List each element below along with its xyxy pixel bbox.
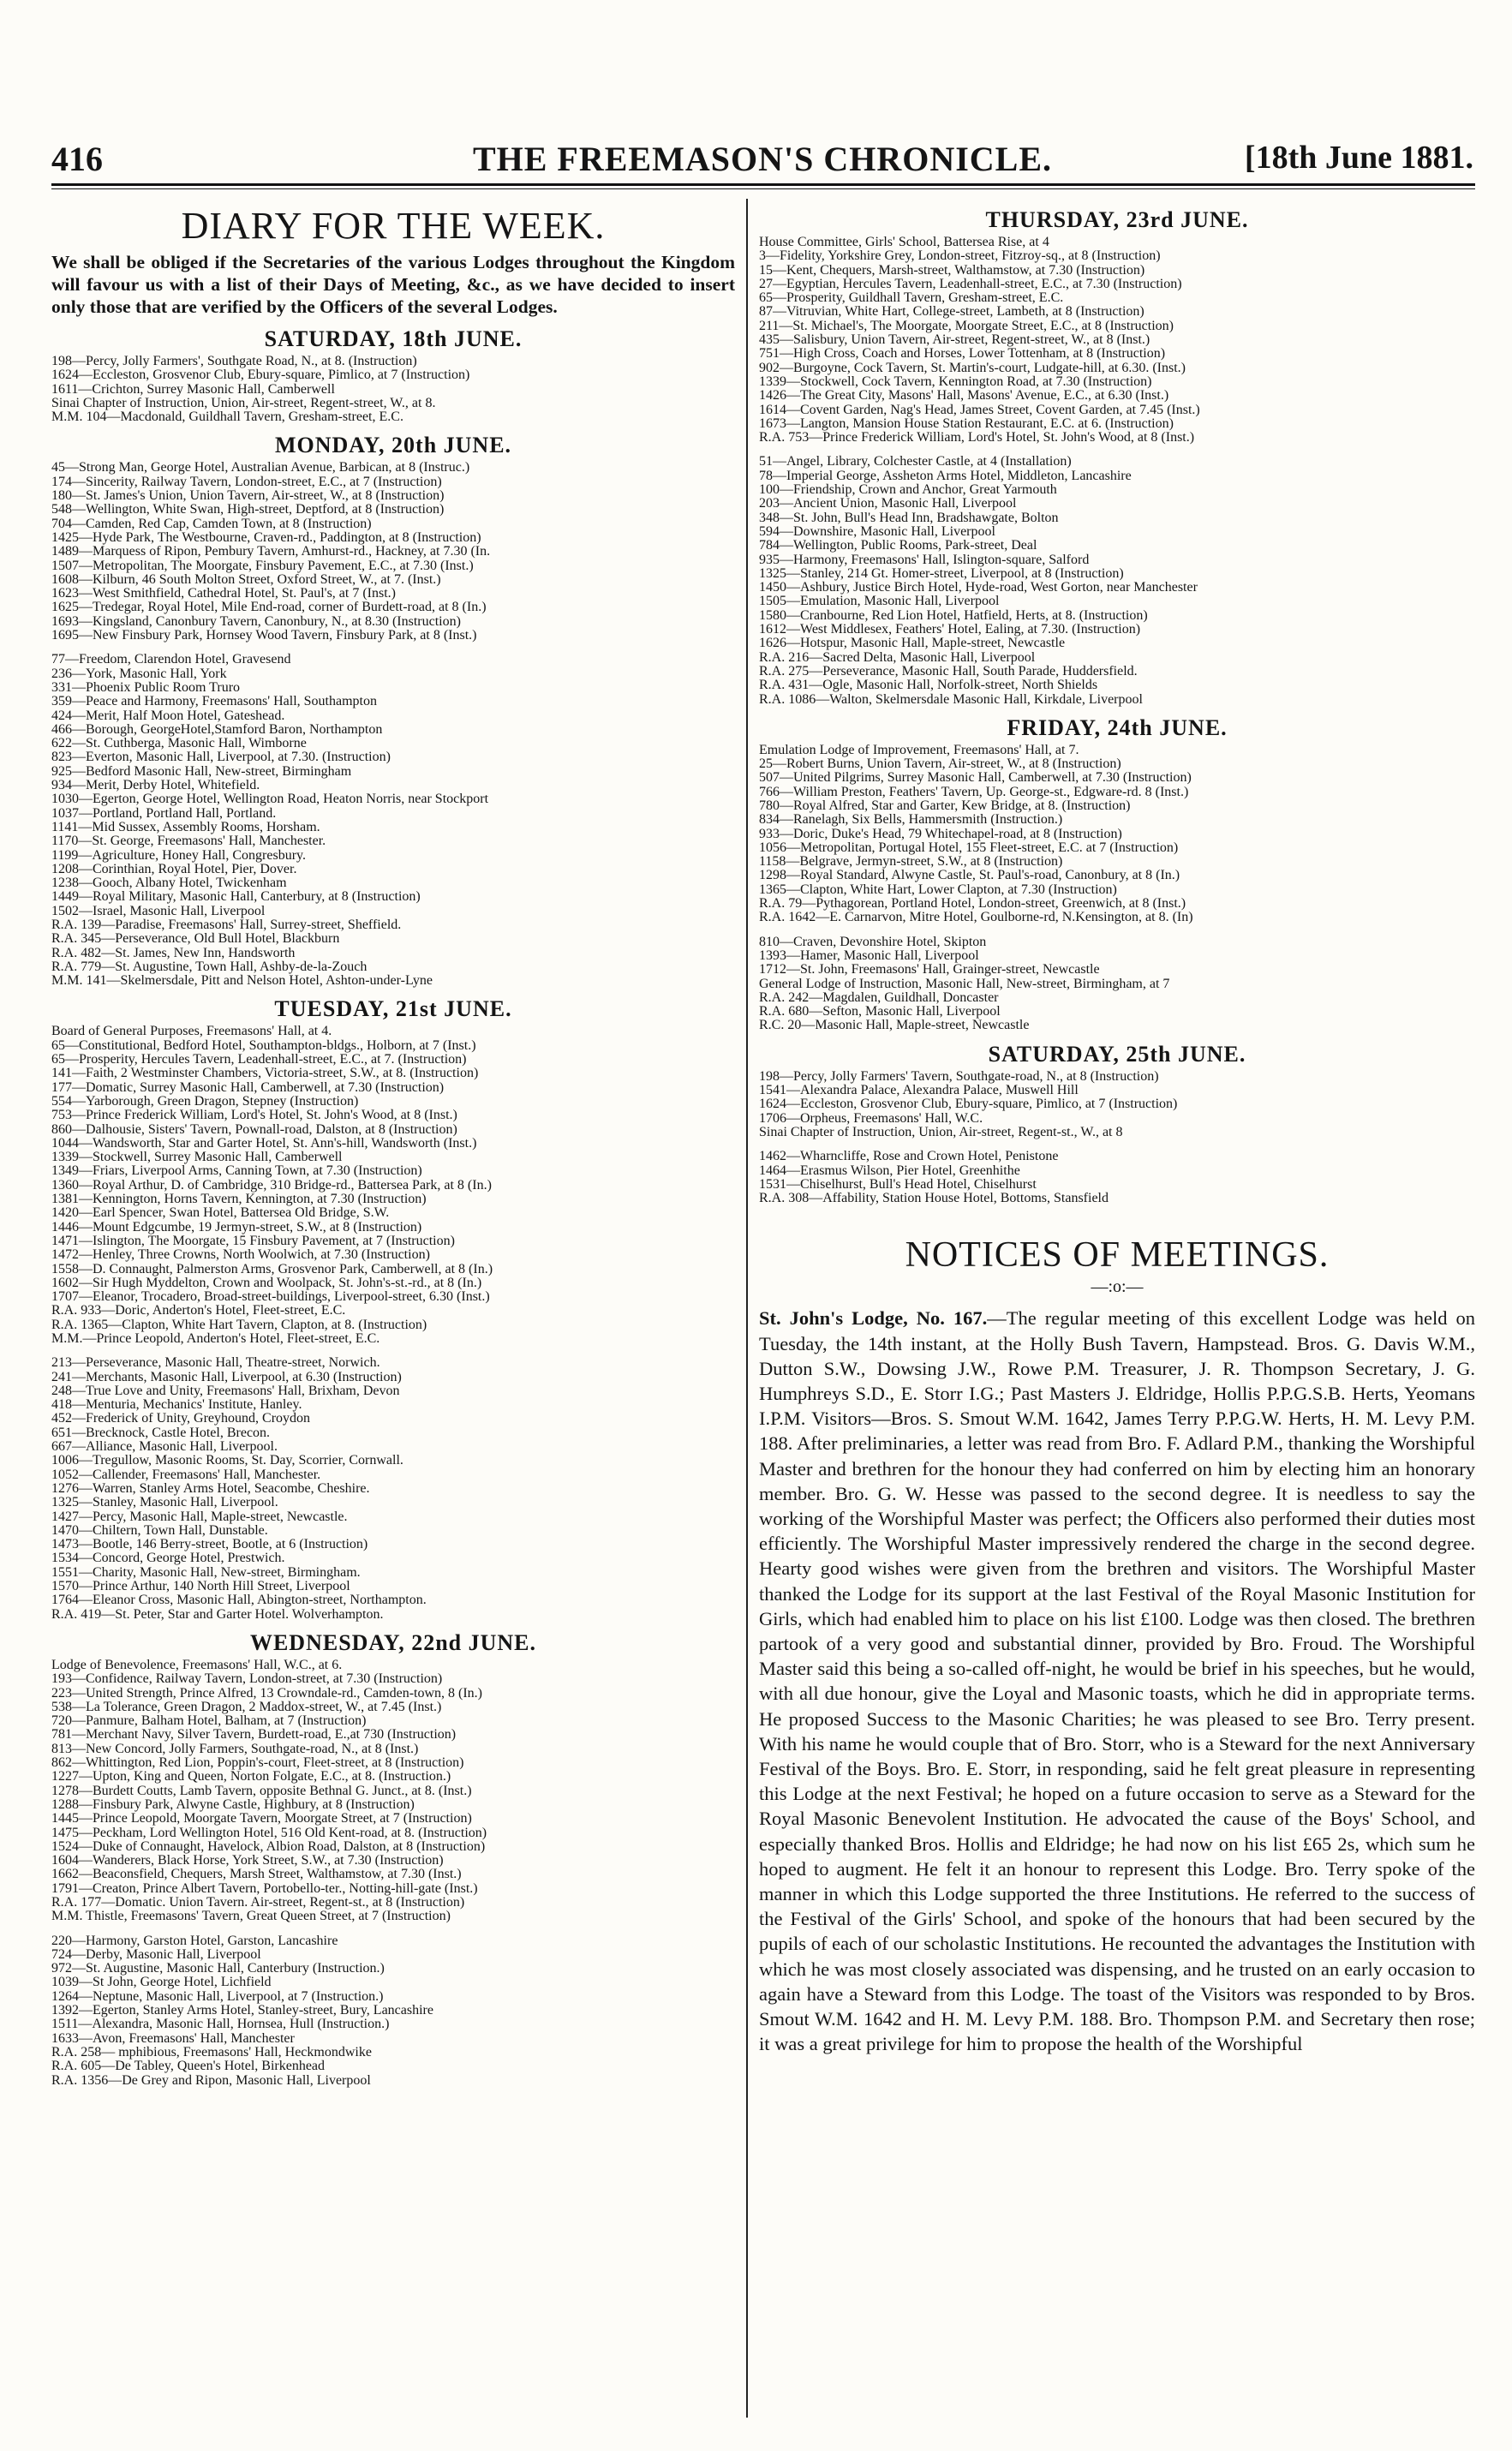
lodge-entry: R.A. 1086—Walton, Skelmersdale Masonic Hall, Kirkdale, Liverpool [759,691,1143,707]
lodge-entry: 1662—Beaconsfield, Chequers, Marsh Street, Walthamstow, at 7.30 (Inst.) [51,1867,462,1882]
lodge-entry: 424—Merit, Half Moon Hotel, Gateshead. [51,708,285,723]
lodge-entry: 141—Faith, 2 Westminster Chambers, Victoria-street, S.W., at 8. (Instruction) [51,1066,479,1081]
lodge-entry: 1420—Earl Spencer, Swan Hotel, Battersea Old Bridge, S.W. [51,1205,390,1221]
lodge-entry: 1030—Egerton, George Hotel, Wellington Road, Heaton Norris, near Stockport [51,792,489,807]
lodge-entry: 720—Panmure, Balham Hotel, Balham, at 7 (Instruction) [51,1713,367,1729]
lodge-entry: 925—Bedford Masonic Hall, New-street, Birmingham [51,763,352,779]
lodge-entry: 860—Dalhousie, Sisters' Tavern, Pownall-road, Dalston, at 8 (Instruction) [51,1121,457,1137]
lodge-entry: 810—Craven, Devonshire Hotel, Skipton [759,934,987,949]
day-section-monday-20 [51,433,735,988]
lodge-entry: 1446—Mount Edgcumbe, 19 Jermyn-street, S.W., at 8 (Instruction) [51,1219,422,1234]
lodge-entry: 1611—Crichton, Surrey Masonic Hall, Camberwell [51,381,335,397]
lodge-entry: 622—St. Cuthberga, Masonic Hall, Wimborne [51,736,307,751]
lodge-entry: 198—Percy, Jolly Farmers' Tavern, Southgate-road, N., at 8 (Instruction) [759,1068,1159,1084]
lodge-entry: 1608—Kilburn, 46 South Molton Street, Oxford Street, W., at 7. (Inst.) [51,571,441,587]
lodge-entry: 667—Alliance, Masonic Hall, Liverpool. [51,1439,278,1455]
lodge-entry: 65—Prosperity, Guildhall Tavern, Gresham-street, E.C. [759,290,1064,306]
right-column [759,199,1475,2418]
lodge-entry: 1541—Alexandra Palace, Alexandra Palace, Muswell Hill [759,1083,1079,1098]
lodge-entry: 1505—Emulation, Masonic Hall, Liverpool [759,594,1000,609]
lodge-entry: 1208—Corinthian, Royal Hotel, Pier, Dover. [51,861,297,876]
lodge-entry: 1037—Portland, Portland Hall, Portland. [51,805,277,821]
lodge-entry: 198—Percy, Jolly Farmers', Southgate Road, N., at 8. (Instruction) [51,354,417,368]
lodge-entry: 359—Peace and Harmony, Freemasons' Hall, Southampton [51,694,377,709]
lodge-entry: 1425—Hyde Park, The Westbourne, Craven-rd., Paddington, at 8 (Instruction) [51,529,481,545]
lodge-entry: 1706—Orpheus, Freemasons' Hall, W.C. [759,1110,983,1126]
header-rule-thin [51,188,1475,189]
lodge-entry: 1278—Burdett Coutts, Lamb Tavern, opposite Bethnal G. Junct., at 8. (Inst.) [51,1783,472,1798]
lodge-entry: 87—Vitruvian, White Hart, College-street, Lambeth, at 8 (Instruction) [759,304,1144,320]
lodge-entry: General Lodge of Instruction, Masonic Hall, New-street, Birmingham, at 7 [759,976,1170,991]
lodge-entry: 1393—Hamer, Masonic Hall, Liverpool [759,948,979,963]
lodge-entry: 1693—Kingsland, Canonbury Tavern, Canonbury, N., at 8.30 (Instruction) [51,613,461,629]
lodge-entry: 1462—Wharncliffe, Rose and Crown Hotel, Penistone [759,1149,1059,1164]
lodge-entry: 1623—West Smithfield, Cathedral Hotel, St. Paul's, at 7 (Inst.) [51,586,396,601]
lodge-entry: R.A. 933—Doric, Anderton's Hotel, Fleet-street, E.C. [51,1303,346,1318]
lodge-entry: 935—Harmony, Freemasons' Hall, Islington-square, Salford [759,552,1090,567]
lodge-entry: 78—Imperial George, Assheton Arms Hotel, Middleton, Lancashire [759,468,1132,483]
lodge-entry: 1365—Clapton, White Hart, Lower Clapton, at 7.30 (Instruction) [759,882,1117,897]
day-section-wednesday-22 [51,1630,735,2088]
lodge-entry: R.A. 419—St. Peter, Star and Garter Hotel. Wolverhampton. [51,1606,384,1622]
lodge-entry: 1604—Wanderers, Black Horse, York Street, S.W., at 7.30 (Instruction) [51,1853,444,1868]
lodge-entry: R.A. 482—St. James, New Inn, Handsworth [51,945,296,960]
lodge-entry: 651—Brecknock, Castle Hotel, Brecon. [51,1425,271,1440]
lodge-entry: Emulation Lodge of Improvement, Freemasons' Hall, at 7. [759,742,1079,757]
lodge-entry: 1158—Belgrave, Jermyn-street, S.W., at 8 (Instruction) [759,854,1063,870]
lodge-entry: 972—St. Augustine, Masonic Hall, Canterbury (Instruction.) [51,1961,385,1976]
lodge-entry: 1298—Royal Standard, Alwyne Castle, St. Paul's-road, Canonbury, at 8 (In.) [759,868,1180,883]
lodge-entry: 1238—Gooch, Albany Hotel, Twickenham [51,876,287,891]
day-heading: SATURDAY, 18th JUNE. [264,326,523,351]
lodge-entry: 1470—Chiltern, Town Hall, Dunstable. [51,1522,268,1538]
lodge-entry: R.A. 1365—Clapton, White Hart Tavern, Clapton, at 8. (Instruction) [51,1317,427,1332]
lodge-entry: 1472—Henley, Three Crowns, North Woolwich, at 7.30 (Instruction) [51,1247,430,1263]
lodge-entry: 1580—Cranbourne, Red Lion Hotel, Hatfield, Herts, at 8. (Instruction) [759,607,1148,623]
lodge-entry: R.A. 431—Ogle, Masonic Hall, Norfolk-street, North Shields [759,678,1098,693]
lodge-entry: 435—Salisbury, Union Tavern, Air-street, Regent-street, W., at 8 (Inst.) [759,332,1150,348]
lodge-entry: 45—Strong Man, George Hotel, Australian Avenue, Barbican, at 8 (Instruc.) [51,460,470,475]
lodge-entry: 554—Yarborough, Green Dragon, Stepney (Instruction) [51,1093,359,1109]
lodge-entry: 1531—Chiselhurst, Bull's Head Hotel, Chiselhurst [759,1176,1037,1192]
lodge-entry: 1006—Tregullow, Masonic Rooms, St. Day, Scorrier, Cornwall. [51,1453,403,1468]
lodge-entry: 1199—Agriculture, Honey Hall, Congresbury. [51,847,306,863]
lodge-entry: 704—Camden, Red Cap, Camden Town, at 8 (Instruction) [51,516,372,531]
newspaper-title: THE FREEMASON'S CHRONICLE. [472,140,1053,178]
lodge-entry: 1471—Islington, The Moorgate, 15 Finsbury Pavement, at 7 (Instruction) [51,1233,455,1248]
lodge-entry: R.A. 139—Paradise, Freemasons' Hall, Surrey-street, Sheffield. [51,917,402,932]
lodge-entry: R.A. 1356—De Grey and Ripon, Masonic Hall, Liverpool [51,2072,371,2088]
lodge-entry: 1612—West Middlesex, Feathers' Hotel, Ealing, at 7.30. (Instruction) [759,622,1141,637]
lodge-entry: 1602—Sir Hugh Myddelton, Crown and Woolpack, St. John's-st.-rd., at 8 (In.) [51,1275,482,1290]
lodge-entry: 27—Egyptian, Hercules Tavern, Leadenhall-street, E.C., at 7.30 (Instruction) [759,276,1182,291]
lodge-entry: 213—Perseverance, Masonic Hall, Theatre-street, Norwich. [51,1355,380,1371]
lodge-entry: 77—Freedom, Clarendon Hotel, Gravesend [51,652,291,667]
notice-lodge-name: St. John's Lodge, No. 167. [759,1307,988,1330]
entry-gap [759,925,1475,936]
left-column [51,199,735,2418]
day-section-tuesday-21 [51,996,735,1621]
lodge-entry: 1502—Israel, Masonic Hall, Liverpool [51,903,266,918]
lodge-entry: 1227—Upton, King and Queen, Norton Folgate, E.C., at 8. (Instruction.) [51,1769,451,1784]
lodge-entry: M.M.—Prince Leopold, Anderton's Hotel, Fleet-street, E.C. [51,1331,380,1346]
lodge-entry: R.A. 779—St. Augustine, Town Hall, Ashby-de-la-Zouch [51,959,368,974]
lodge-entry: 1276—Warren, Stanley Arms Hotel, Seacombe, Cheshire. [51,1480,370,1496]
lodge-entry: 1264—Neptune, Masonic Hall, Liverpool, at 7 (Instruction.) [51,1988,384,2004]
lodge-entry: 1381—Kennington, Horns Tavern, Kennington, at 7.30 (Instruction) [51,1192,427,1207]
lodge-entry: R.A. 308—Affability, Station House Hotel, Bottoms, Stansfield [759,1191,1109,1206]
day-heading: FRIDAY, 24th JUNE. [1007,714,1228,740]
lodge-entry: 1570—Prince Arthur, 140 North Hill Street, Liverpool [51,1579,350,1594]
lodge-entry: 15—Kent, Chequers, Marsh-street, Walthamstow, at 7.30 (Instruction) [759,262,1145,278]
issue-date: [18th June 1881. [1244,140,1473,176]
lodge-entry: 211—St. Michael's, The Moorgate, Moorgate Street, E.C., at 8 (Instruction) [759,318,1174,333]
lodge-entry: M.M. Thistle, Freemasons' Tavern, Great Queen Street, at 7 (Instruction) [51,1909,451,1924]
lodge-entry: 174—Sincerity, Railway Tavern, London-street, E.C., at 7 (Instruction) [51,474,442,489]
lodge-entry: 834—Ranelagh, Six Bells, Hammersmith (Instruction.) [759,812,1063,828]
lodge-entry: 1473—Bootle, 146 Berry-street, Bootle, at 6 (Instruction) [51,1537,368,1552]
lodge-entry: 193—Confidence, Railway Tavern, London-street, at 7.30 (Instruction) [51,1671,443,1687]
lodge-entry: 753—Prince Frederick William, Lord's Hotel, St. John's Wood, at 8 (Inst.) [51,1108,457,1123]
diary-title: DIARY FOR THE WEEK. [181,205,606,247]
lodge-entry: 1339—Stockwell, Cock Tavern, Kennington Road, at 7.30 (Instruction) [759,374,1152,389]
lodge-entry: 1712—St. John, Freemasons' Hall, Grainger-street, Newcastle [759,962,1100,977]
lodge-entry: 1325—Stanley, Masonic Hall, Liverpool. [51,1495,278,1510]
lodge-entry: 1445—Prince Leopold, Moorgate Tavern, Moorgate Street, at 7 (Instruction) [51,1811,472,1826]
lodge-entry: 1673—Langton, Mansion House Station Restaurant, E.C. at 6. (Instruction) [759,415,1174,431]
lodge-entry: 1633—Avon, Freemasons' Hall, Manchester [51,2030,295,2046]
lodge-entry: 823—Everton, Masonic Hall, Liverpool, at 7.30. (Instruction) [51,750,391,765]
lodge-entry: 751—High Cross, Coach and Horses, Lower Tottenham, at 8 (Instruction) [759,346,1166,362]
lodge-entry: 1475—Peckham, Lord Wellington Hotel, 516 Old Kent-road, at 8. (Instruction) [51,1825,487,1840]
header-rule [51,183,1475,186]
lodge-entry: R.C. 20—Masonic Hall, Maple-street, Newcastle [759,1018,1030,1033]
lodge-entry: 1339—Stockwell, Surrey Masonic Hall, Camberwell [51,1150,343,1165]
lodge-entry: 1360—Royal Arthur, D. of Cambridge, 310 Bridge-rd., Battersea Park, at 8 (In.) [51,1177,492,1193]
lodge-entry: 1044—Wandsworth, Star and Garter Hotel, St. Ann's-hill, Wandsworth (Inst.) [51,1135,477,1151]
lodge-entry: R.A. 216—Sacred Delta, Masonic Hall, Liverpool [759,649,1036,665]
lodge-entry: 1791—Creaton, Prince Albert Tavern, Portobello-ter., Notting-hill-gate (Inst.) [51,1880,478,1896]
lodge-entry: R.A. 680—Sefton, Masonic Hall, Liverpool [759,1004,1001,1019]
lodge-entry: 594—Downshire, Masonic Hall, Liverpool [759,523,995,539]
lodge-entry: 1534—Concord, George Hotel, Prestwich. [51,1551,285,1566]
lodge-entry: 1325—Stanley, 214 Gt. Homer-street, Liverpool, at 8 (Instruction) [759,565,1124,581]
lodge-entry: 781—Merchant Navy, Silver Tavern, Burdett-road, E.,at 730 (Instruction) [51,1727,457,1743]
lodge-entry: 724—Derby, Masonic Hall, Liverpool [51,1946,261,1962]
lodge-entry: 466—Borough, GeorgeHotel,Stamford Baron, Northampton [51,721,383,737]
lodge-entry: 1426—The Great City, Masons' Hall, Masons' Avenue, E.C., at 6.30 (Inst.) [759,388,1169,404]
lodge-entry: 934—Merit, Derby Hotel, Whitefield. [51,778,260,793]
lodge-entry: 331—Phoenix Public Room Truro [51,679,241,695]
lodge-entry: 25—Robert Burns, Union Tavern, Air-street, W., at 8 (Instruction) [759,756,1121,772]
day-heading: THURSDAY, 23rd JUNE. [985,207,1249,232]
lodge-entry: 65—Constitutional, Bedford Hotel, Southampton-bldgs., Holborn, at 7 (Inst.) [51,1037,476,1053]
diary-intro: We shall be obliged if the Secretaries of the various Lodges throughout the Kingdom will favour us with a list of their Days of Meeting, &c., as we have decided to insert only those that are verified by the Officers of the several Lodges. [51,252,735,317]
lodge-entry: 1626—Hotspur, Masonic Hall, Maple-street, Newcastle [759,636,1066,651]
lodge-entry: 902—Burgoyne, Cock Tavern, St. Martin's-court, Ludgate-hill, at 6.30. (Inst.) [759,360,1186,375]
lodge-entry: 3—Fidelity, Yorkshire Grey, London-street, Fitzroy-sq., at 8 (Instruction) [759,248,1161,264]
lodge-entry: 348—St. John, Bull's Head Inn, Bradshawgate, Bolton [759,510,1059,525]
lodge-entry: 1349—Friars, Liverpool Arms, Canning Town, at 7.30 (Instruction) [51,1163,422,1179]
lodge-entry: 1056—Metropolitan, Portugal Hotel, 155 Fleet-street, E.C. at 7 (Instruction) [759,840,1179,855]
day-section-thursday-23 [759,207,1475,707]
lodge-entry: 65—Prosperity, Hercules Tavern, Leadenhall-street, E.C., at 7. (Instruction) [51,1052,467,1067]
lodge-entry: 177—Domatic, Surrey Masonic Hall, Camberwell, at 7.30 (Instruction) [51,1079,445,1095]
lodge-entry: 100—Friendship, Crown and Anchor, Great Yarmouth [759,482,1057,498]
lodge-entry: 1449—Royal Military, Masonic Hall, Canterbury, at 8 (Instruction) [51,889,421,905]
day-heading: TUESDAY, 21st JUNE. [274,996,512,1022]
day-heading: WEDNESDAY, 22nd JUNE. [249,1629,537,1655]
lodge-entry: 1551—Charity, Masonic Hall, New-street, Birmingham. [51,1564,361,1580]
lodge-entry: 1489—Marquess of Ripon, Pembury Tavern, Amhurst-rd., Hackney, at 7.30 (In. [51,544,491,559]
lodge-entry: 933—Doric, Duke's Head, 79 Whitechapel-road, at 8 (Instruction) [759,826,1122,841]
notices-separator: —:o:— [1091,1277,1144,1297]
lodge-entry: 180—St. James's Union, Union Tavern, Air-street, W., at 8 (Instruction) [51,488,445,504]
lodge-entry: 1427—Percy, Masonic Hall, Maple-street, Newcastle. [51,1509,348,1524]
lodge-entry: 1288—Finsbury Park, Alwyne Castle, Highbury, at 8 (Instruction) [51,1796,415,1812]
lodge-entry: 1511—Alexandra, Masonic Hall, Hornsea, Hull (Instruction.) [51,2017,390,2032]
lodge-entry: 784—Wellington, Public Rooms, Park-street, Deal [759,538,1037,553]
lodge-entry: R.A. 242—Magdalen, Guildhall, Doncaster [759,989,999,1005]
lodge-entry: R.A. 753—Prince Frederick William, Lord's Hotel, St. John's Wood, at 8 (Inst.) [759,430,1195,445]
day-section-friday-24 [759,715,1475,1033]
lodge-entry: 1625—Tredegar, Royal Hotel, Mile End-road, corner of Burdett-road, at 8 (In.) [51,600,487,615]
lodge-entry: 548—Wellington, White Swan, High-street, Deptford, at 8 (Instruction) [51,502,445,517]
lodge-entry: House Committee, Girls' School, Battersea Rise, at 4 [759,235,1049,249]
lodge-entry: M.M. 104—Macdonald, Guildhall Tavern, Gresham-street, E.C. [51,409,403,425]
lodge-entry: 1170—St. George, Freemasons' Hall, Manchester. [51,834,326,849]
lodge-entry: R.A. 1642—E. Carnarvon, Mitre Hotel, Goulborne-rd, N.Kensington, at 8. (In) [759,910,1193,925]
lodge-entry: 1614—Covent Garden, Nag's Head, James Street, Covent Garden, at 7.45 (Inst.) [759,402,1200,417]
lodge-entry: 1624—Eccleston, Grosvenor Club, Ebury-square, Pimlico, at 7 (Instruction) [759,1097,1178,1112]
lodge-entry: 766—William Preston, Feathers' Tavern, Up. George-st., Edgware-rd. 8 (Inst.) [759,784,1189,799]
notice-article [759,1306,1475,2056]
lodge-entry: Lodge of Benevolence, Freemasons' Hall, W.C., at 6. [51,1657,343,1672]
lodge-entry: 1141—Mid Sussex, Assembly Rooms, Horsham. [51,819,320,834]
lodge-entry: Board of General Purposes, Freemasons' Hall, at 4. [51,1024,332,1039]
lodge-entry: 418—Menturia, Mechanics' Institute, Hanley. [51,1397,302,1413]
page-number: 416 [51,140,103,178]
lodge-entry: 507—United Pilgrims, Surrey Masonic Hall, Camberwell, at 7.30 (Instruction) [759,770,1192,786]
lodge-entry: Sinai Chapter of Instruction, Union, Air-street, Regent-street, W., at 8. [51,395,436,410]
lodge-entry: 1558—D. Connaught, Palmerston Arms, Grosvenor Park, Camberwell, at 8 (In.) [51,1261,493,1276]
day-heading: MONDAY, 20th JUNE. [274,433,512,458]
lodge-entry: 1039—St John, George Hotel, Lichfield [51,1975,272,1990]
lodge-entry: 780—Royal Alfred, Star and Garter, Kew Bridge, at 8. (Instruction) [759,798,1131,813]
lodge-entry: 452—Frederick of Unity, Greyhound, Croydon [51,1411,311,1426]
lodge-entry: 1392—Egerton, Stanley Arms Hotel, Stanley-street, Bury, Lancashire [51,2003,433,2018]
day-section-saturday-18 [51,326,735,424]
lodge-entry: 1624—Eccleston, Grosvenor Club, Ebury-square, Pimlico, at 7 (Instruction) [51,368,470,383]
notice-text: —The regular meeting of this excellent Lodge was held on Tuesday, the 14th instant, at the Holly Bush Tavern, Hampstead. Bros. G. Davis W.M., Dutton S.W., Dowsing J.W., Rowe P.M. Treasurer, J. R. Thompson Secretary, J. G. Humphreys S.D., E. Storr I.G.; Past Masters J. Eldridge, Hollis P.P.G.S.B. Herts, Yeomans I.P.M. Visitors—Bros. S. Smout W.M. 1642, James Terry P.P.G.W. Herts, H. M. Levy P.M. 188. After preliminaries, a letter was read from Bro. F. Adlard P.M., thanking the Worshipful Master and brethren for the honour they had conferred on him by electing him an honorary member. Bro. G. W. Hesse was passed to the second degree. It is needless to say the working of the Worshipful Master was perfect; the Officers also performed their duties most efficiently. The Worshipful Master impressively rendered the charge in the second degree. Hearty good wishes were given from the brethren and visitors. The Worshipful Master thanked the Lodge for its support at the last Festival of the Royal Masonic Institution for Girls, which had enabled him to place on his list £100. Lodge was then closed. The brethren partook of a very good and substantial dinner, provided by Bro. Froud. The Worshipful Master said this being a so-called off-night, he would be brief in his speeches, but he would, with all due honour, give the Loyal and Masonic toasts, which he did in appropriate terms. He proposed Success to the Masonic Charities; he was pleased to see Bro. Terry present. With his name he would couple that of Bro. Storr, who is a Steward for the next Anniversary Festival of the Boys. Bro. E. Storr, in responding, said he felt great pleasure in representing this Lodge at the next Festival; he hoped on a future occasion to serve as a Steward for the Royal Masonic Benevolent Institution. He advocated the cause of the Boys' School, and especially thanked Bros. Hollis and Eldridge; he had now on his list £65 2s, which sum he hoped to augment. He felt it an honour to represent this Lodge. Bro. Terry spoke of the manner in which this Lodge supported the three Institutions. He referred to the success of the Festival of the Girls' School, and spoke of the honours that had been secured by the pupils of each of our scholastic Institutions. He recounted the advantages the Institution with which he was most closely associated was dispensing, and he trusted on an early occasion to again have a Steward from this Lodge. The toast of the Visitors was responded to by Bros. Smout W.M. 1642 and H. M. Levy P.M. 188. Bro. Thompson P.M. and Secretary then rose; it was a great privilege for him to propose the health of the Worshipful [759,1307,1475,2055]
day-section-saturday-25 [759,1042,1475,1206]
lodge-entry: M.M. 141—Skelmersdale, Pitt and Nelson Hotel, Ashton-under-Lyne [51,973,433,989]
lodge-entry: 1695—New Finsbury Park, Hornsey Wood Tavern, Finsbury Park, at 8 (Inst.) [51,628,477,643]
lodge-entry: 220—Harmony, Garston Hotel, Garston, Lancashire [51,1933,338,1948]
lodge-entry: 1464—Erasmus Wilson, Pier Hotel, Greenhithe [759,1163,1020,1178]
lodge-entry: R.A. 177—Domatic. Union Tavern. Air-street, Regent-st., at 8 (Instruction) [51,1894,465,1910]
lodge-entry: R.A. 345—Perseverance, Old Bull Hotel, Blackburn [51,931,340,947]
day-heading: SATURDAY, 25th JUNE. [988,1041,1246,1067]
lodge-entry: 203—Ancient Union, Masonic Hall, Liverpool [759,496,1017,511]
lodge-entry: R.A. 258— mphibious, Freemasons' Hall, Heckmondwike [51,2044,372,2059]
masthead [51,139,1473,183]
lodge-entry: R.A. 605—De Tabley, Queen's Hotel, Birkenhead [51,2059,326,2074]
notices-title: NOTICES OF MEETINGS. [905,1235,1330,1276]
lodge-entry: R.A. 79—Pythagorean, Portland Hotel, London-street, Greenwich, at 8 (Inst.) [759,896,1186,912]
lodge-entry: Sinai Chapter of Instruction, Union, Air-street, Regent-st., W., at 8 [759,1124,1123,1139]
lodge-entry: 1450—Ashbury, Justice Birch Hotel, Hyde-road, West Gorton, near Manchester [759,580,1198,595]
column-divider [746,199,748,2418]
lodge-entry: 241—Merchants, Masonic Hall, Liverpool, at 6.30 (Instruction) [51,1369,402,1384]
lodge-entry: 51—Angel, Library, Colchester Castle, at 4 (Installation) [759,454,1072,469]
lodge-entry: 223—United Strength, Prince Alfred, 13 Crowndale-rd., Camden-town, 8 (In.) [51,1685,483,1701]
entry-gap [51,1924,735,1934]
lodge-entry: 236—York, Masonic Hall, York [51,666,227,681]
lodge-entry: 1707—Eleanor, Trocadero, Broad-street-buildings, Liverpool-street, 6.30 (Inst.) [51,1289,490,1305]
lodge-entry: 538—La Tolerance, Green Dragon, 2 Maddox-street, W., at 7.45 (Inst.) [51,1699,442,1714]
lodge-entry: 1524—Duke of Connaught, Havelock, Albion Road, Dalston, at 8 (Instruction) [51,1838,486,1854]
lodge-entry: 862—Whittington, Red Lion, Poppin's-court, Fleet-street, at 8 (Instruction) [51,1755,464,1771]
lodge-entry: R.A. 275—Perseverance, Masonic Hall, South Parade, Huddersfield. [759,663,1138,679]
lodge-entry: 1052—Callender, Freemasons' Hall, Manchester. [51,1467,321,1482]
lodge-entry: 1507—Metropolitan, The Moorgate, Finsbury Pavement, E.C., at 7.30 (Inst.) [51,558,474,573]
lodge-entry: 813—New Concord, Jolly Farmers, Southgate-road, N., at 8 (Inst.) [51,1741,419,1756]
lodge-entry: 248—True Love and Unity, Freemasons' Hall, Brixham, Devon [51,1383,400,1398]
lodge-entry: 1764—Eleanor Cross, Masonic Hall, Abington-street, Northampton. [51,1593,427,1608]
